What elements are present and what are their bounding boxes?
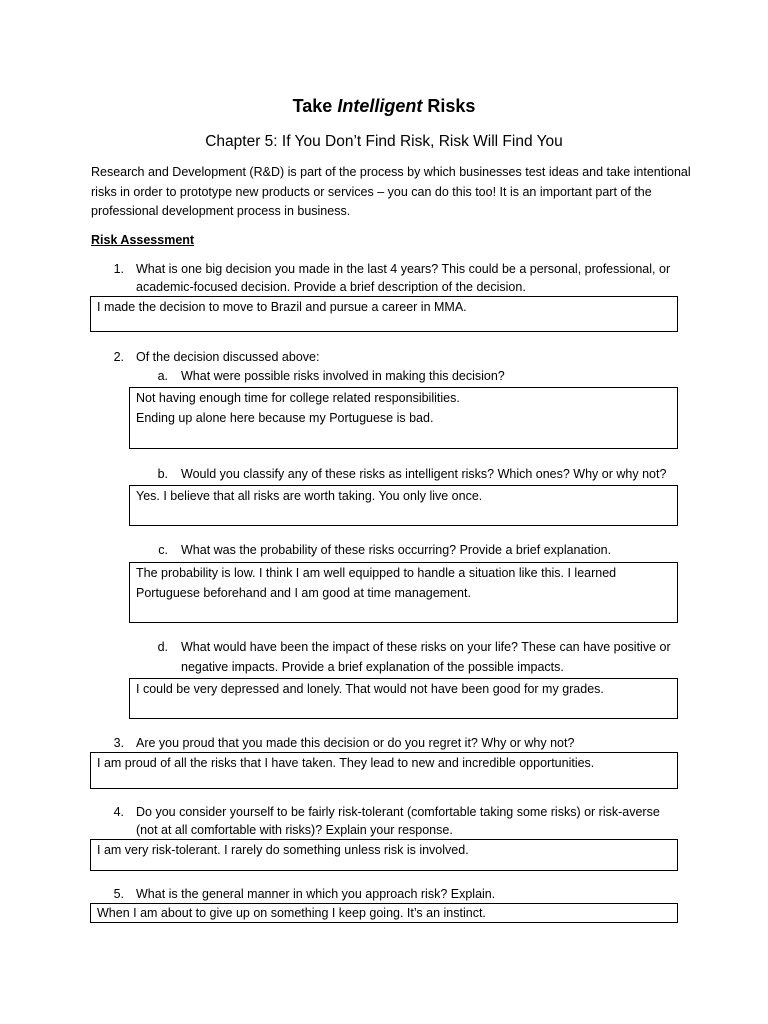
answer-2d-field[interactable]: I could be very depressed and lonely. That would not have been good for my grades. — [129, 678, 678, 719]
question-2c: c. What was the probability of these risks occurring? Provide a brief explanation. — [0, 542, 768, 560]
answer-2a-field[interactable] — [129, 387, 678, 449]
answer-2b-field[interactable]: Yes. I believe that all risks are worth taking. You only live once. — [129, 485, 678, 526]
question-2d: d. What would have been the impact of these risks on your life? These can have positive or negative impacts. Provide a brief explanation of the possible impacts. — [0, 638, 768, 676]
answer-5-field[interactable]: When I am about to give up on something I keep going. It’s an instinct. — [90, 903, 678, 923]
question-2b: b. Would you classify any of these risks as intelligent risks? Which ones? Why or why not? — [0, 466, 768, 484]
question-4-text: Do you consider yourself to be fairly risk-tolerant (comfortable taking some risks) or risk-averse (not at all comfortable with risks)? Explain your response. — [136, 805, 660, 837]
answer-2c-field[interactable]: The probability is low. I think I am well equipped to handle a situation like this. I learned Portuguese beforehand and I am good at time management. — [129, 562, 678, 623]
answer-4-field[interactable]: I am very risk-tolerant. I rarely do something unless risk is involved. — [90, 839, 678, 871]
question-2a: a. What were possible risks involved in making this decision? — [0, 368, 768, 386]
question-3: 3. Are you proud that you made this decision or do you regret it? Why or why not? — [0, 735, 768, 753]
question-2-text: Of the decision discussed above: — [136, 350, 320, 364]
question-2c-text: What was the probability of these risks occurring? Provide a brief explanation. — [181, 543, 612, 557]
question-2b-text: Would you classify any of these risks as intelligent risks? Which ones? Why or why not? — [181, 467, 667, 481]
section-heading: Risk Assessment — [91, 233, 195, 247]
title-emphasis: Intelligent — [337, 96, 423, 116]
question-1-text: What is one big decision you made in the last 4 years? This could be a personal, professional, or academic-focused decision. Provide a brief description of the decision. — [136, 262, 671, 294]
question-5-text: What is the general manner in which you approach risk? Explain. — [136, 887, 496, 901]
chapter-subtitle: Chapter 5: If You Don’t Find Risk, Risk Will Find You — [205, 133, 563, 150]
question-2: 2. Of the decision discussed above: — [0, 349, 768, 367]
document-title: Take Intelligent Risks — [292, 96, 476, 116]
question-5: 5. What is the general manner in which you approach risk? Explain. — [0, 886, 768, 904]
answer-2a-line-1: Not having enough time for college related responsibilities. — [136, 391, 460, 405]
question-4: 4. Do you consider yourself to be fairly risk-tolerant (comfortable taking some risks) or risk-averse (not at all comfortable with risks)? Explain your response. — [0, 804, 768, 840]
question-3-text: Are you proud that you made this decision or do you regret it? Why or why not? — [136, 736, 575, 750]
question-2a-text: What were possible risks involved in making this decision? — [181, 369, 505, 383]
question-1: 1. What is one big decision you made in the last 4 years? This could be a personal, professional, or academic-focused decision. Provide a brief description of the decision. — [0, 261, 768, 297]
answer-1-field[interactable]: I made the decision to move to Brazil and pursue a career in MMA. — [90, 296, 678, 332]
answer-2a-line-2: Ending up alone here because my Portuguese is bad. — [136, 410, 434, 425]
question-2d-text: What would have been the impact of these risks on your life? These can have positive or negative impacts. Provide a brief explanation of the possible impacts. — [181, 640, 671, 674]
answer-3-field[interactable]: I am proud of all the risks that I have taken. They lead to new and incredible opportunities. — [90, 752, 678, 789]
intro-paragraph: Research and Development (R&D) is part of the process by which businesses test ideas and take intentional risks in order to prototype new products or services – you can do this too! It is an important part of the professional development process in business. — [91, 165, 691, 218]
